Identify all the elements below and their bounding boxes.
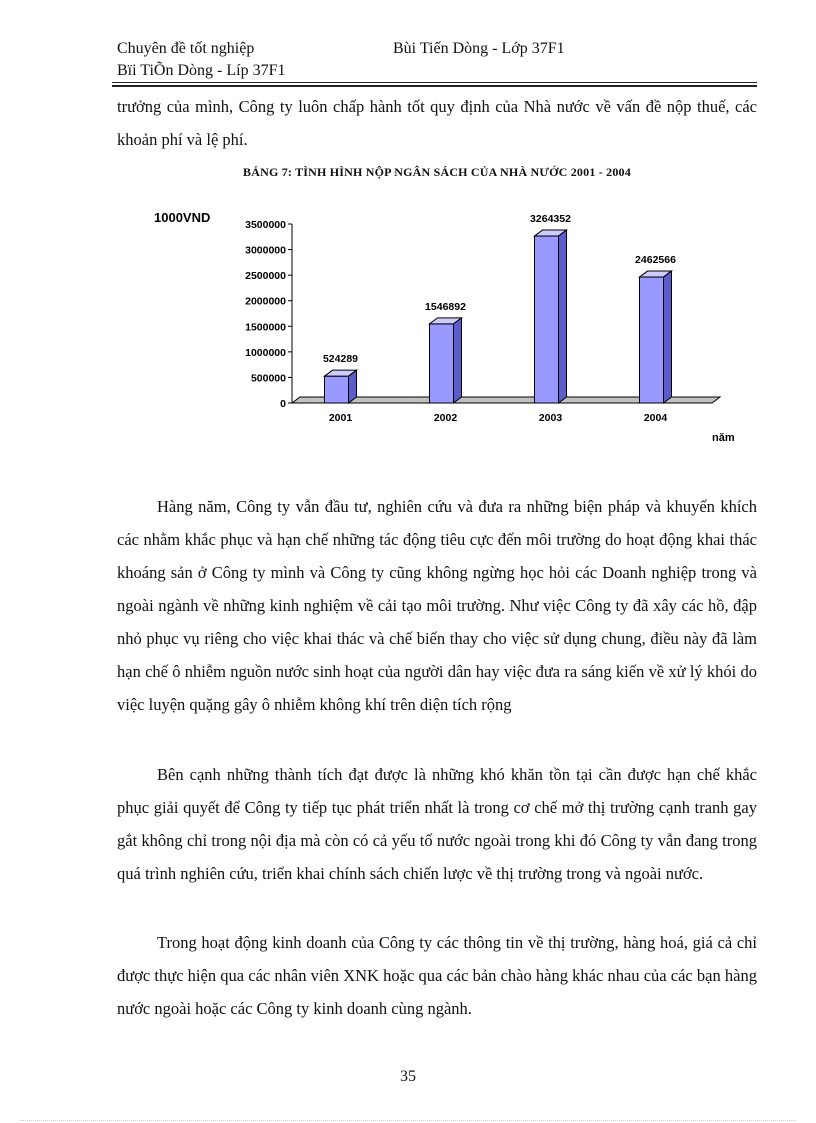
bar-side-2002 — [454, 318, 462, 403]
bar-2002 — [430, 324, 454, 403]
x-axis-label: năm — [712, 432, 735, 444]
bar-side-2001 — [349, 370, 357, 403]
y-tick-label: 3000000 — [245, 244, 286, 257]
budget-bar-chart — [0, 0, 816, 460]
y-tick-label: 2500000 — [245, 270, 286, 283]
header-author: Bùi Tiến Dòng - Lớp 37F1 — [393, 40, 565, 57]
chart-caption: BẢNG 7: TÌNH HÌNH NỘP NGÂN SÁCH CỦA NHÀ NƯỚC 2001 - 2004 — [243, 165, 631, 179]
intro-paragraph: trưởng của mình, Công ty luôn chấp hành tốt quy định của Nhà nước về vấn đề nộp thuế, các khoản phí và lệ phí. — [117, 97, 757, 149]
bar-2004 — [640, 277, 664, 403]
x-tick-label-2001: 2001 — [328, 412, 353, 424]
y-tick-label: 3500000 — [245, 219, 286, 231]
y-tick-label: 1000000 — [245, 346, 286, 359]
page-number: 35 — [400, 1068, 416, 1085]
y-tick-label: 0 — [280, 398, 286, 410]
header-document-title: Chuyên đề tốt nghiệp — [117, 40, 255, 57]
x-tick-label-2002: 2002 — [433, 412, 458, 424]
x-tick-label-2004: 2004 — [643, 412, 668, 424]
data-label-2002: 1546892 — [425, 300, 466, 313]
y-tick-label: 2000000 — [245, 295, 286, 308]
y-tick-label: 500000 — [250, 372, 286, 385]
data-label-2003: 3264352 — [530, 213, 571, 226]
paragraph-challenges: Bên cạnh những thành tích đạt được là những khó khăn tồn tại cần được hạn chế khắc phục giải quyết để Công ty tiếp tục phát triển nhất là trong cơ chế mở thị trường cạnh tranh gay gắt không chỉ trong nội địa mà còn có cả yếu tố nước ngoài trong khi đó Công ty vẫn đang trong quá trình nghiên cứu, triển khai chính sách chiến lược về thị trường trong và ngoài nước. — [117, 765, 757, 883]
y-axis-unit-label: 1000VND — [154, 210, 211, 225]
paragraph-environment: Hàng năm, Công ty vẫn đầu tư, nghiên cứu và đưa ra những biện pháp và khuyến khích các nhằm khắc phục và hạn chế những tác động tiêu cực đến môi trường do hoạt động khai thác khoáng sản ở Công ty mình và Công ty cũng không ngừng học hỏi các Doanh nghiệp trong và ngoài ngành về những kinh nghiệm về cải tạo môi trường. Như việc Công ty đã xây các hồ, đập nhỏ phục vụ riêng cho việc khai thác và chế biến thay cho việc sử dụng chung, điều này đã làm hạn chế ô nhiễm nguồn nước sinh hoạt của người dân hay việc đưa ra sáng kiến về xử lý khói do việc luyện quặng gây ô nhiễm không khí trên diện tích rộng — [117, 497, 757, 714]
data-label-2001: 524289 — [322, 353, 359, 366]
y-tick-label: 1500000 — [245, 321, 286, 334]
bar-side-2003 — [559, 230, 567, 403]
bar-2001 — [325, 376, 349, 403]
x-tick-label-2003: 2003 — [538, 412, 563, 424]
data-label-2004: 2462566 — [635, 254, 676, 267]
bar-side-2004 — [664, 271, 672, 403]
header-author-garbled: Bïi TiÕn Dòng - Líp 37F1 — [117, 62, 286, 79]
footer-divider — [20, 1120, 796, 1121]
paragraph-market-info: Trong hoạt động kinh doanh của Công ty các thông tin về thị trường, hàng hoá, giá cả chỉ được thực hiện qua các nhân viên XNK hoặc qua các bản chào hàng khác nhau của các bạn hàng nước ngoài hoặc các Công ty kinh doanh cùng ngành. — [117, 933, 757, 1018]
bar-2003 — [535, 236, 559, 403]
